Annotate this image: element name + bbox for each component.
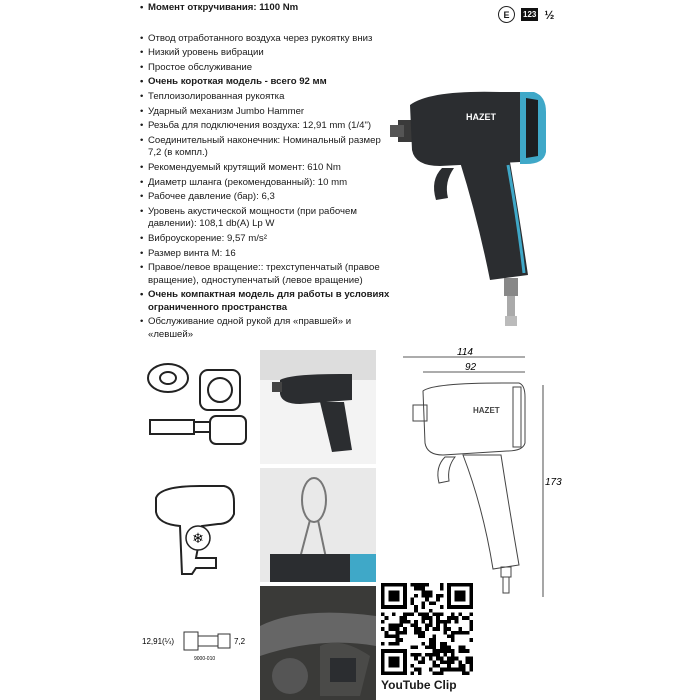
cold-exhaust-image [140,468,256,582]
spec-item: • Уровень акустической мощности (при рабочем давлении): 108,1 db(A) Lp W [140,206,390,231]
dimension-height: 173 [545,477,562,488]
connector-size-label: 7,2 [234,637,246,646]
impact-wrench-photo [370,70,570,340]
certification-badges [498,6,554,23]
youtube-clip-label[interactable]: YouTube Clip [381,678,457,692]
spec-item: • Ударный механизм Jumbo Hammer [140,106,390,119]
connector-part-label: 9000-010 [194,656,216,662]
spec-item: • Правое/левое вращение:: трехступенчатый (правое вращение), одноступенчатый (левое вращение) [140,262,390,287]
spec-item: • Момент откручивания: 1100 Nm [140,2,390,15]
drive-size-badge: ½ [544,7,555,22]
connector-drawing [140,586,256,700]
qr-code[interactable] [381,583,473,675]
spec-item: • Низкий уровень вибрации [140,47,390,60]
hammer-mechanism-image [140,350,256,464]
spec-item: • Резьба для подключения воздуха: 12,91 mm (1/4") [140,120,390,133]
spec-item: • Отвод отработанного воздуха через рукоятку вниз [140,33,390,46]
spec-item: • Рекомендуемый крутящий момент: 610 Nm [140,162,390,175]
spec-item: • Виброускорение: 9,57 m/s² [140,233,390,246]
brand-logo: HAZET [466,112,496,122]
spec-item: • Очень компактная модель для работы в условиях ограниченного пространства [140,289,390,314]
svg-text:❄: ❄ [192,531,204,547]
dimension-drawing [383,347,573,597]
hanging-ring-image [260,468,376,582]
standard-badge: E [498,6,515,23]
spec-item: • Диаметр шланга (рекомендованный): 10 mm [140,177,390,190]
spec-item: • Простое обслуживание [140,62,390,75]
drawing-brand: HAZET [473,406,500,415]
spec-item: • Обслуживание одной рукой для «правшей» и «левшей» [140,316,390,341]
spec-item: • Теплоизолированная рукоятка [140,91,390,104]
spec-item: • Рабочее давление (бар): 6,3 [140,191,390,204]
dimension-width-total: 114 [457,347,473,358]
dimension-width-body: 92 [465,362,477,373]
connector-thread-label: 12,91(¼) [142,637,175,646]
spec-item: • Очень короткая модель - всего 92 мм [140,76,390,89]
number-badge: 123 [523,10,537,19]
feature-image-grid [140,350,376,695]
tool-in-hand-image [260,350,376,464]
spec-list [140,2,390,344]
engine-bay-image [260,586,376,700]
spec-item: • Размер винта M: 16 [140,248,390,261]
spec-item: • Соединительный наконечник: Номинальный размер 7,2 (в компл.) [140,135,390,160]
